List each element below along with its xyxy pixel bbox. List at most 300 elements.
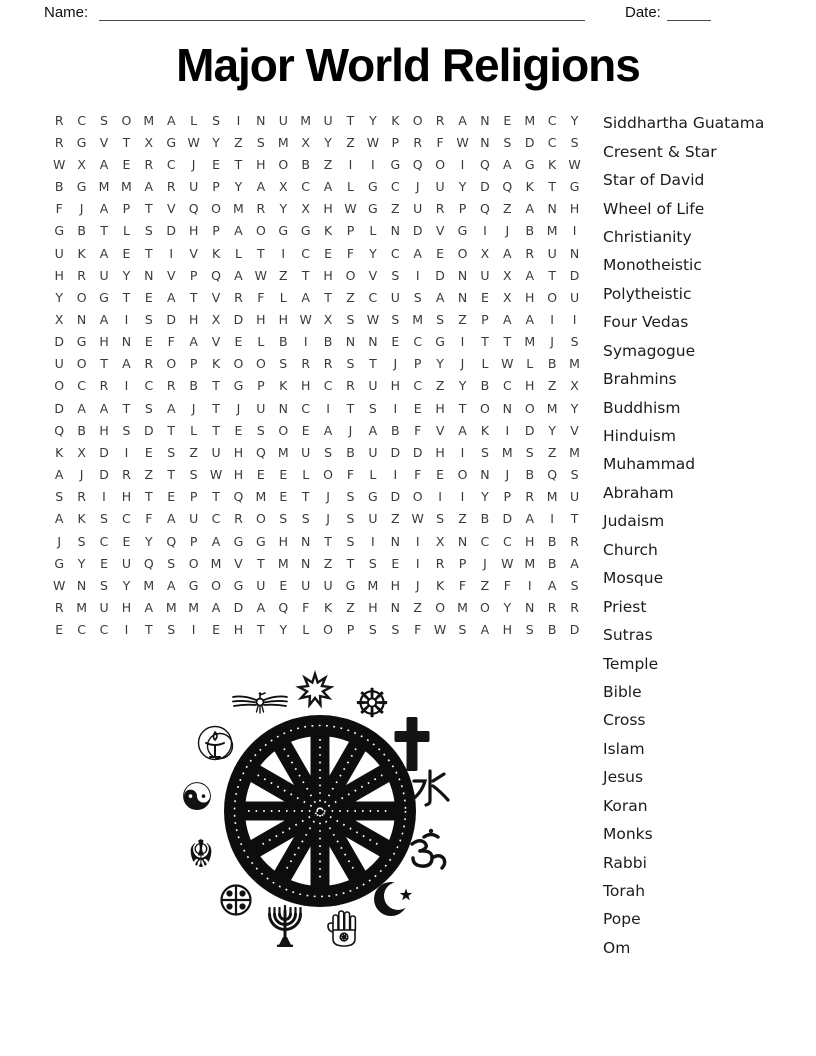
grid-letter: R (525, 245, 535, 261)
grid-letter: H (188, 223, 199, 239)
grid-letter: D (233, 311, 244, 327)
grid-letter: R (77, 267, 86, 283)
grid-letter: C (301, 400, 311, 416)
grid-letter: Z (144, 467, 154, 483)
grid-letter: C (480, 533, 490, 549)
grid-letter: U (121, 555, 131, 571)
grid-letter: Q (412, 156, 423, 172)
grid-letter: R (99, 378, 109, 394)
grid-letter: Z (480, 577, 490, 593)
grid-letter: W (568, 156, 581, 172)
grid-letter: I (393, 467, 398, 483)
grid-letter: V (435, 223, 445, 239)
grid-letter: N (144, 267, 154, 283)
grid-letter: Z (458, 511, 467, 527)
grid-letter: J (57, 533, 62, 549)
grid-letter: K (279, 378, 288, 394)
name-line (99, 6, 585, 21)
grid-letter: O (255, 356, 266, 372)
grid-letter: S (144, 400, 153, 416)
grid-letter: I (348, 156, 353, 172)
grid-letter: R (413, 134, 423, 150)
nine-pointed-star-icon (299, 674, 331, 705)
grid-letter: Z (391, 511, 400, 527)
grid-letter: S (368, 622, 377, 638)
grid-letter: E (122, 156, 131, 172)
yin-yang-icon: ☯ (179, 775, 215, 819)
grid-letter: L (302, 467, 310, 483)
grid-letter: F (458, 577, 467, 593)
grid-letter: O (457, 245, 468, 261)
grid-letter: O (278, 156, 289, 172)
grid-letter: M (546, 400, 558, 416)
grid-letter: T (481, 334, 489, 350)
grid-letter: B (480, 511, 490, 527)
grid-letter: X (77, 444, 86, 460)
grid-letter: L (526, 356, 534, 372)
grid-letter: D (390, 444, 401, 460)
grid-letter: C (77, 378, 86, 394)
grid-letter: U (99, 600, 109, 616)
grid-letter: Q (480, 156, 490, 172)
grid-letter: Y (458, 378, 467, 394)
grid-letter: P (189, 267, 198, 283)
grid-letter: G (390, 156, 401, 172)
grid-letter: I (550, 511, 554, 527)
grid-letter: G (368, 201, 378, 217)
grid-letter: M (412, 311, 424, 327)
grid-letter: I (371, 533, 375, 549)
word-item: Koran (603, 796, 648, 815)
grid-letter: L (481, 356, 489, 372)
grid-letter: E (144, 334, 153, 350)
word-item: Rabbi (603, 853, 647, 872)
grid-letter: Y (324, 134, 332, 150)
grid-letter: R (547, 600, 557, 616)
grid-letter: M (546, 489, 558, 505)
name-label: Name: (44, 4, 89, 21)
grid-letter: P (189, 533, 198, 549)
grid-letter: S (346, 311, 355, 327)
grid-letter: I (124, 378, 129, 394)
grid-letter: U (256, 577, 266, 593)
grid-letter: O (76, 289, 87, 305)
grid-letter: F (55, 201, 63, 217)
grid-letter: K (55, 444, 64, 460)
grid-letter: R (570, 533, 579, 549)
grid-letter: S (279, 356, 288, 372)
grid-letter: A (570, 555, 579, 571)
grid-letter: Q (255, 444, 266, 460)
grid-letter: S (122, 422, 131, 438)
grid-letter: H (323, 267, 333, 283)
grid-letter: G (54, 223, 65, 239)
grid-letter: M (143, 112, 155, 128)
grid-letter: K (211, 356, 221, 372)
grid-letter: I (191, 622, 196, 638)
grid-letter: A (525, 311, 535, 327)
grid-letter: Z (435, 378, 445, 394)
grid-letter: R (77, 489, 86, 505)
grid-letter: C (323, 378, 333, 394)
grid-letter: Z (189, 444, 198, 460)
grid-letter: Q (502, 179, 513, 195)
grid-letter: E (436, 245, 445, 261)
grid-letter: N (368, 334, 378, 350)
grid-letter: M (143, 577, 155, 593)
word-item: Pope (603, 910, 641, 929)
grid-letter: J (79, 467, 84, 483)
grid-letter: O (480, 400, 490, 416)
grid-letter: Q (143, 555, 154, 571)
grid-letter: M (277, 444, 289, 460)
grid-letter: M (524, 555, 536, 571)
grid-letter: P (212, 223, 220, 239)
grid-letter: P (189, 356, 198, 372)
grid-letter: S (525, 444, 534, 460)
grid-letter: B (525, 223, 535, 239)
grid-letter: L (369, 467, 377, 483)
grid-letter: Z (547, 378, 557, 394)
grid-letter: A (525, 511, 535, 527)
word-item: Star of David (603, 171, 705, 190)
dharma-wheel-icon: ☸ (354, 681, 390, 727)
grid-letter: U (368, 378, 378, 394)
grid-letter: N (121, 334, 132, 350)
crescent-and-star-icon (374, 882, 412, 916)
grid-letter: M (524, 112, 536, 128)
grid-letter: M (546, 223, 558, 239)
word-item: Temple (603, 654, 659, 673)
grid-letter: S (100, 112, 108, 128)
grid-letter: T (145, 245, 153, 261)
grid-letter: I (415, 267, 420, 283)
grid-letter: B (547, 533, 557, 549)
date-label: Date: (625, 4, 661, 21)
grid-letter: A (144, 179, 154, 195)
grid-letter: T (301, 267, 310, 283)
word-item: Monotheistic (603, 256, 702, 275)
grid-letter: N (480, 112, 490, 128)
grid-letter: E (391, 555, 400, 571)
grid-letter: K (77, 511, 86, 527)
grid-letter: R (256, 201, 266, 217)
grid-letter: Z (323, 555, 333, 571)
grid-letter: N (457, 533, 468, 549)
grid-letter: R (301, 356, 311, 372)
grid-letter: A (166, 511, 176, 527)
grid-letter: U (368, 444, 378, 460)
grid-letter: M (277, 555, 289, 571)
grid-letter: T (324, 533, 332, 549)
grid-letter: G (435, 334, 445, 350)
grid-letter: P (503, 489, 512, 505)
grid-letter: T (167, 422, 176, 438)
grid-letter: I (393, 400, 398, 416)
grid-letter: I (460, 489, 465, 505)
word-item: Judaism (603, 512, 665, 531)
grid-letter: X (480, 245, 490, 261)
grid-letter: O (480, 600, 490, 616)
grid-letter: W (299, 311, 312, 327)
grid-letter: S (391, 311, 400, 327)
grid-letter: D (99, 467, 109, 483)
grid-letter: H (525, 533, 535, 549)
grid-letter: G (524, 156, 535, 172)
grid-letter: V (211, 334, 221, 350)
grid-letter: W (209, 467, 223, 483)
grid-letter: A (211, 600, 221, 616)
grid-letter: J (505, 223, 510, 239)
grid-letter: U (189, 179, 199, 195)
grid-letter: R (234, 289, 243, 305)
grid-letter: N (525, 600, 535, 616)
grid-letter: Q (480, 201, 490, 217)
grid-letter: S (436, 311, 445, 327)
grid-letter: G (76, 334, 87, 350)
grid-letter: E (436, 467, 445, 483)
grid-letter: X (77, 156, 86, 172)
date-line (667, 6, 711, 21)
grid-letter: T (167, 467, 176, 483)
grid-letter: S (346, 356, 355, 372)
grid-letter: I (505, 422, 510, 438)
grid-letter: O (188, 555, 199, 571)
grid-letter: S (189, 467, 198, 483)
grid-letter: W (501, 356, 514, 372)
grid-letter: G (76, 134, 87, 150)
grid-letter: Y (570, 112, 579, 128)
grid-letter: Y (458, 179, 467, 195)
grid-letter: T (122, 289, 131, 305)
grid-letter: H (99, 334, 109, 350)
grid-letter: R (54, 600, 64, 616)
grid-letter: X (301, 201, 310, 217)
grid-letter: Q (166, 533, 177, 549)
grid-letter: H (54, 267, 64, 283)
grid-letter: C (390, 245, 400, 261)
grid-letter: T (346, 400, 355, 416)
grid-letter: N (547, 201, 557, 217)
grid-letter: M (367, 577, 379, 593)
grid-letter: V (211, 289, 221, 305)
grid-letter: K (480, 422, 490, 438)
grid-letter: G (457, 223, 468, 239)
grid-letter: F (346, 245, 355, 261)
grid-letter: B (547, 622, 557, 638)
grid-letter: S (256, 134, 265, 150)
grid-letter: Y (369, 112, 377, 128)
grid-letter: D (569, 622, 580, 638)
grid-letter: D (524, 422, 535, 438)
grid-letter: M (233, 201, 244, 217)
grid-letter: O (255, 511, 266, 527)
grid-letter: A (189, 334, 198, 350)
grid-letter: B (189, 378, 198, 394)
grid-letter: T (548, 179, 556, 195)
grid-letter: O (233, 356, 244, 372)
grid-letter: T (570, 511, 579, 527)
grid-letter: C (502, 378, 512, 394)
grid-letter: S (301, 511, 310, 527)
grid-letter: I (460, 156, 465, 172)
grid-letter: X (211, 311, 221, 327)
word-item: Abraham (603, 483, 674, 502)
grid-letter: A (503, 156, 512, 172)
grid-letter: A (234, 223, 243, 239)
word-item: Wheel of Life (603, 199, 705, 218)
grid-letter: M (165, 600, 177, 616)
word-item: Polytheistic (603, 284, 692, 303)
grid-letter: C (368, 289, 378, 305)
grid-letter: D (54, 334, 65, 350)
grid-letter: O (435, 156, 446, 172)
grid-letter: Z (458, 311, 467, 327)
grid-letter: E (324, 245, 333, 261)
grid-letter: R (166, 378, 176, 394)
grid-letter: J (393, 356, 398, 372)
grid-letter: H (502, 622, 513, 638)
grid-letter: R (144, 356, 154, 372)
grid-letter: J (236, 400, 241, 416)
grid-letter: R (144, 156, 154, 172)
grid-letter: J (326, 511, 330, 527)
grid-letter: V (189, 245, 198, 261)
grid-letter: J (415, 577, 420, 593)
grid-letter: N (278, 400, 288, 416)
grid-letter: U (54, 245, 64, 261)
grid-letter: T (212, 400, 220, 416)
grid-letter: O (121, 112, 132, 128)
grid-letter: O (255, 223, 266, 239)
grid-letter: X (503, 267, 512, 283)
grid-letter: U (189, 511, 199, 527)
grid-letter: Z (346, 289, 355, 305)
grid-letter: S (256, 422, 265, 438)
grid-letter: B (323, 334, 333, 350)
word-item: Cresent & Star (603, 142, 717, 161)
grid-letter: A (54, 511, 64, 527)
grid-letter: Z (323, 156, 333, 172)
grid-letter: U (569, 289, 580, 305)
grid-letter: H (323, 201, 333, 217)
grid-letter: L (234, 245, 242, 261)
grid-letter: C (413, 334, 423, 350)
grid-letter: M (300, 112, 312, 128)
grid-letter: E (503, 112, 512, 128)
grid-letter: B (77, 223, 86, 239)
grid-letter: M (277, 134, 289, 150)
grid-letter: G (233, 577, 244, 593)
grid-letter: G (368, 179, 378, 195)
grid-letter: M (501, 444, 513, 460)
grid-letter: G (166, 134, 177, 150)
grid-letter: C (99, 533, 109, 549)
grid-letter: H (256, 156, 266, 172)
grid-letter: U (99, 267, 109, 283)
word-item: Brahmins (603, 370, 677, 389)
grid-letter: F (436, 134, 444, 150)
word-item: Torah (603, 882, 646, 901)
ahimsa-hand-icon (328, 911, 355, 946)
grid-letter: Z (547, 444, 557, 460)
grid-letter: P (413, 356, 422, 372)
word-item: Om (603, 938, 631, 957)
grid-letter: T (548, 267, 556, 283)
grid-letter: N (76, 311, 87, 327)
grid-letter: W (366, 311, 380, 327)
grid-letter: A (301, 289, 310, 305)
grid-letter: R (54, 134, 64, 150)
grid-letter: B (391, 422, 400, 438)
grid-letter: U (278, 112, 288, 128)
grid-letter: K (436, 577, 445, 593)
grid-letter: S (391, 267, 400, 283)
grid-letter: E (234, 334, 243, 350)
grid-letter: M (524, 334, 536, 350)
grid-letter: J (326, 489, 330, 505)
grid-letter: T (324, 289, 332, 305)
grid-letter: J (415, 179, 420, 195)
grid-letter: O (166, 356, 177, 372)
grid-letter: A (413, 245, 422, 261)
grid-letter: Y (481, 489, 489, 505)
grid-letter: D (144, 422, 154, 438)
grid-letter: O (412, 489, 423, 505)
grid-letter: H (233, 622, 244, 638)
grid-letter: L (279, 289, 287, 305)
grid-letter: W (53, 577, 66, 593)
grid-letter: Q (547, 467, 558, 483)
grid-letter: Z (391, 201, 400, 217)
grid-letter: A (323, 179, 333, 195)
grid-letter: B (77, 422, 86, 438)
grid-letter: M (76, 600, 87, 616)
word-item: Mosque (603, 569, 664, 588)
grid-letter: T (100, 356, 108, 372)
grid-letter: I (303, 334, 308, 350)
grid-letter: T (346, 112, 355, 128)
grid-letter: O (524, 400, 535, 416)
grid-letter: C (547, 134, 557, 150)
grid-letter: E (480, 289, 489, 305)
grid-letter: E (100, 555, 108, 571)
grid-letter: A (458, 422, 467, 438)
grid-letter: I (527, 577, 532, 593)
grid-letter: P (257, 378, 265, 394)
grid-letter: H (233, 444, 244, 460)
word-item: Symagogue (603, 341, 696, 360)
grid-letter: B (301, 156, 310, 172)
grid-letter: A (503, 311, 512, 327)
grid-letter: S (346, 533, 355, 549)
grid-letter: F (414, 622, 422, 638)
grid-letter: S (144, 311, 153, 327)
grid-letter: Q (233, 489, 244, 505)
grid-letter: N (345, 334, 356, 350)
grid-letter: W (366, 134, 380, 150)
grid-letter: X (323, 311, 333, 327)
grid-letter: L (190, 422, 198, 438)
grid-letter: C (502, 533, 512, 549)
grid-letter: A (503, 245, 512, 261)
grid-letter: R (54, 112, 64, 128)
grid-letter: F (302, 600, 310, 616)
grid-letter: E (413, 400, 422, 416)
grid-letter: M (569, 356, 580, 372)
grid-letter: I (483, 223, 487, 239)
grid-letter: I (124, 311, 129, 327)
